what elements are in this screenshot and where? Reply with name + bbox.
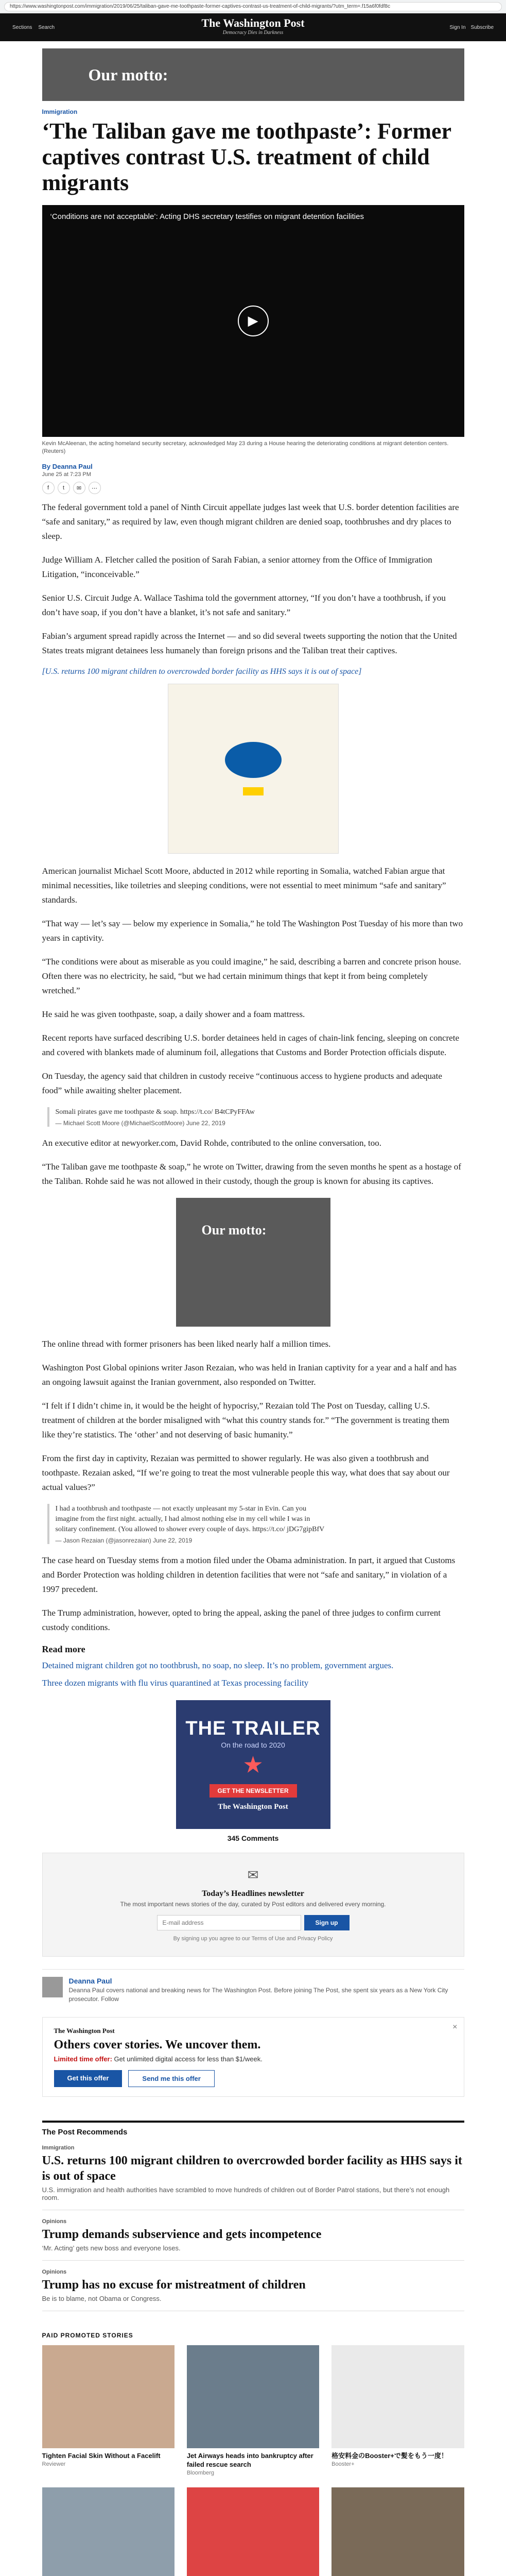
paragraph: On Tuesday, the agency said that children in custody receive “continuous access to hygiene products and adequate food” while awaiting shelter placement. — [42, 1071, 442, 1095]
comments-button[interactable]: 345 Comments — [227, 1834, 279, 1842]
related-link[interactable]: [U.S. returns 100 migrant children to overcrowded border facility as HHS says it is out of space] — [42, 667, 362, 676]
offer-logo: The Washington Post — [54, 2027, 115, 2035]
paragraph: Recent reports have surfaced describing U.S. border detainees held in cages of chain-link fencing, sleeping on concrete and covered with blankets made of aluminum foil, allegations that Customs and Border Protection officials dispute. — [42, 1033, 459, 1057]
twitter-icon[interactable]: t — [58, 482, 70, 494]
recommends-heading: The Post Recommends — [42, 2121, 464, 2137]
rec-title[interactable]: U.S. returns 100 migrant children to overcrowded border facility as HHS says it is out of space — [42, 2154, 462, 2183]
sign-in-link[interactable]: Sign In — [449, 24, 466, 30]
search-link[interactable]: Search — [38, 24, 55, 30]
rec-desc: ‘Mr. Acting’ gets new boss and everyone loses. — [42, 2244, 181, 2252]
promo-image — [187, 2487, 319, 2576]
more-icon[interactable]: ⋯ — [89, 482, 101, 494]
inline-ad-pfizer[interactable] — [168, 684, 339, 854]
url-bar[interactable]: https://www.washingtonpost.com/immigration/2019/06/25/taliban-gave-me-toothpaste-former-captives-contrast-us-treatment-of-child-migrants/?utm_term=.f15a6f0fdf8c — [4, 2, 502, 11]
promo-image — [331, 2345, 464, 2448]
article-headline: ‘The Taliban gave me toothpaste’: Former captives contrast U.S. treatment of child migrants — [42, 118, 451, 195]
paragraph: Judge William A. Fletcher called the position of Sarah Fabian, a senior attorney from the Office of Immigration Litigation, “inconceivable.” — [42, 555, 432, 579]
author-box — [42, 1969, 464, 2004]
rec-desc: U.S. immigration and health authorities have scrambled to move hundreds of children out of Border Patrol stations, but there’s not enough room. — [42, 2186, 450, 2201]
facebook-icon[interactable]: f — [42, 482, 55, 494]
rec-title[interactable]: Trump has no excuse for mistreatment of children — [42, 2278, 306, 2292]
site-logo[interactable]: The Washington Post — [201, 16, 305, 29]
close-icon[interactable]: × — [452, 2023, 458, 2031]
promo-card[interactable] — [331, 2345, 464, 2476]
promo-image — [42, 2345, 175, 2448]
paragraph: The case heard on Tuesday stems from a motion filed under the Obama administration. In part, it argued that Customs and Border Protection was holding children in detention facilities that were not “safe and sanitary,” in violation of a 1997 precedent. — [42, 1555, 456, 1594]
email-icon[interactable]: ✉ — [73, 482, 85, 494]
paragraph: The federal government told a panel of Ninth Circuit appellate judges last week that U.S. border detention facilities are “safe and sanitary,” as required by law, even though migrant children are denied soap, toothbrushes and dry places to sleep. — [42, 502, 459, 541]
author-bio: Deanna Paul covers national and breaking news for The Washington Post. Before joining The Post, she spent six years as a New York City prosecutor. Follow — [68, 1987, 448, 2003]
paragraph: From the first day in captivity, Rezaian was permitted to shower regularly. He was also given a toothbrush and toothpaste. Rezaian asked, “If we’re going to treat the most vulnerable people this way, what does that say about our actual values?” — [42, 1453, 450, 1492]
play-icon[interactable]: ▶ — [238, 306, 269, 336]
read-more-link[interactable]: Three dozen migrants with flu virus quarantined at Texas processing facility — [42, 1678, 309, 1688]
promo-source: Bloomberg — [186, 2470, 215, 2476]
newsletter-desc: The most important news stories of the day, curated by Post editors and delivered every morning. — [120, 1901, 386, 1908]
paragraph: An executive editor at newyorker.com, David Rohde, contributed to the online conversation, too. — [42, 1138, 382, 1148]
offer-desc-text: Get unlimited digital access for less than $1/week. — [114, 2055, 263, 2063]
video-title: ‘Conditions are not acceptable’: Acting DHS secretary testifies on migrant detention facilities — [50, 212, 364, 221]
share-bar — [42, 482, 464, 494]
offer-limited: Limited time offer: — [54, 2055, 112, 2063]
promo-caption[interactable]: 格安料金のBooster+で髪をもう一度！ — [331, 2452, 448, 2460]
promoted-grid — [42, 2345, 464, 2576]
tweet-meta: — Jason Rezaian (@jasonrezaian) June 22, 2019 — [55, 1537, 193, 1544]
send-offer-button[interactable]: Send me this offer — [128, 2070, 214, 2087]
inline-ad-motto[interactable] — [176, 1198, 330, 1327]
site-header — [0, 13, 506, 41]
related-link-block — [42, 667, 464, 676]
trailer-subtitle: On the road to 2020 — [221, 1741, 285, 1749]
promo-caption[interactable]: Jet Airways heads into bankruptcy after failed rescue search — [186, 2452, 313, 2468]
video-player[interactable] — [42, 205, 464, 437]
subscribe-link[interactable]: Subscribe — [470, 24, 494, 30]
read-more-heading: Read more — [42, 1644, 85, 1654]
newsletter-note: By signing up you agree to our Terms of Use and Privacy Policy — [173, 1936, 333, 1942]
paragraph: “The Taliban gave me toothpaste & soap,” he wrote on Twitter, drawing from the seven months he spent as a hostage of the Taliban. Rohde said he was not allowed in their custody, though the group is known for abusing its captives. — [42, 1162, 461, 1186]
tweet-meta: — Michael Scott Moore (@MichaelScottMoore) June 22, 2019 — [55, 1120, 225, 1127]
top-ad-text: Our motto: — [88, 65, 168, 84]
site-tagline: Democracy Dies in Darkness — [222, 30, 284, 36]
promo-card[interactable] — [187, 2345, 319, 2476]
dateline: June 25 at 7:23 PM — [42, 471, 91, 478]
offer-headline: Others cover stories. We uncover them. — [54, 2038, 261, 2052]
sections-menu[interactable]: Sections — [12, 24, 32, 30]
list-item[interactable] — [42, 2210, 464, 2261]
main-container — [42, 48, 464, 2576]
paragraph: Washington Post Global opinions writer Jason Rezaian, who was held in Iranian captivity for a year and a half and has an ongoing lawsuit against the Iranian government, also responded on Twitter. — [42, 1363, 457, 1387]
top-ad-banner[interactable] — [42, 48, 464, 101]
pfizer-logo-icon — [225, 742, 282, 778]
paragraph: “The conditions were about as miserable as you could imagine,” he said, describing a barren and concrete prison house. Often there was no electricity, he said, “but we had certain minimum things that kept it from being completely wretched.” — [42, 957, 461, 995]
subscription-offer — [42, 2017, 464, 2097]
promo-image — [331, 2487, 464, 2576]
paragraph: Senior U.S. Circuit Judge A. Wallace Tashima told the government attorney, “If you don’t have a toothbrush, if you don’t have soap, if you don’t have a blanket, it’s not safe and sanitary.” — [42, 593, 446, 617]
logo-wrap — [0, 16, 506, 36]
trailer-2020-icon: ★ — [243, 1754, 263, 1776]
tweet-text: Somali pirates gave me toothpaste & soap. https://t.co/ B4tCPyFFAw — [55, 1108, 255, 1116]
list-item[interactable] — [42, 2137, 464, 2210]
rec-kicker: Immigration — [42, 2145, 75, 2151]
rec-kicker: Opinions — [42, 2269, 67, 2275]
inline-ad-text: Our motto: — [201, 1223, 267, 1238]
promoted-heading: PAID PROMOTED STORIES — [42, 2332, 133, 2339]
offer-actions — [54, 2070, 452, 2087]
newsletter-title: Today’s Headlines newsletter — [202, 1889, 304, 1898]
author-name[interactable]: Deanna Paul — [68, 1977, 112, 1985]
article-kicker[interactable]: Immigration — [42, 108, 78, 115]
envelope-icon: ✉ — [247, 1868, 259, 1883]
promo-source: Reviewer — [42, 2461, 66, 2467]
read-more-link[interactable]: Detained migrant children got no toothbrush, no soap, no sleep. It’s no problem, government argues. — [42, 1660, 394, 1670]
rec-title[interactable]: Trump demands subservience and gets incompetence — [42, 2228, 322, 2241]
paragraph: “I felt if I didn’t chime in, it would be the height of hypocrisy,” Rezaian told The Post on Tuesday, calling U.S. treatment of children at the border misaligned with “what this country stands for.” “The government is treating them like they’re statistics. The ‘other’ and not deserving of basic humanity.” — [42, 1401, 449, 1439]
offer-desc — [54, 2055, 452, 2063]
list-item[interactable] — [42, 2261, 464, 2311]
paragraph: Fabian’s argument spread rapidly across the Internet — and so did several tweets supporting the notion that the United States treats migrant detainees less humanely than foreign prisons and the Taliban treat their captives. — [42, 631, 457, 655]
paragraph: “That way — let’s say — below my experience in Somalia,” he told The Washington Post Tuesday of his more than two years in captivity. — [42, 919, 463, 943]
promo-image — [42, 2487, 175, 2576]
promo-card[interactable] — [331, 2487, 464, 2576]
promo-caption[interactable]: Tighten Facial Skin Without a Facelift — [42, 2452, 161, 2460]
promo-card[interactable] — [42, 2345, 175, 2476]
tweet-embed-moore[interactable] — [47, 1107, 325, 1127]
header-right — [449, 25, 494, 30]
promo-image — [187, 2345, 319, 2448]
get-offer-button[interactable]: Get this offer — [54, 2070, 123, 2087]
sign-up-button[interactable]: Sign up — [304, 1915, 350, 1930]
newsletter-form — [53, 1915, 453, 1930]
browser-chrome — [0, 0, 506, 13]
trailer-title: THE TRAILER — [185, 1718, 321, 1739]
tweet-text: I had a toothbrush and toothpaste — not exactly unpleasant my 5-star in Evin. Can you imagine from the first night. actually, I had almost nothing else in my cell while I was in solitary confinement. (You allowed to shower every couple of days. https://t.co/ jDG7gipBfV — [55, 1505, 325, 1533]
promo-source: Booster+ — [331, 2461, 355, 2467]
paragraph: He said he was given toothpaste, soap, a daily shower and a foam mattress. — [42, 1009, 305, 1019]
trailer-newsletter-ad[interactable] — [176, 1700, 330, 1829]
paragraph: The Trump administration, however, opted to bring the appeal, asking the panel of three judges to confirm current custody conditions. — [42, 1608, 441, 1632]
ad-product-icon — [243, 787, 264, 795]
tweet-embed-rezaian[interactable] — [47, 1504, 325, 1544]
newsletter-signup — [42, 1853, 464, 1957]
promo-card[interactable] — [42, 2487, 175, 2576]
trailer-brand: The Washington Post — [218, 1803, 288, 1811]
byline[interactable]: By Deanna Paul — [42, 463, 93, 470]
rec-kicker: Opinions — [42, 2218, 67, 2225]
paragraph: The online thread with former prisoners has been liked nearly half a million times. — [42, 1339, 331, 1349]
trailer-cta-button[interactable]: GET THE NEWSLETTER — [210, 1784, 297, 1798]
promo-card[interactable] — [187, 2487, 319, 2576]
email-field[interactable] — [157, 1915, 301, 1930]
paragraph: American journalist Michael Scott Moore, abducted in 2012 while reporting in Somalia, watched Fabian argue that minimal necessities, like toiletries and sleeping conditions, were not essential to meet minimum “safe and sanitary” standards. — [42, 866, 446, 905]
rec-desc: Be is to blame, not Obama or Congress. — [42, 2295, 162, 2302]
article-body — [42, 500, 464, 1690]
video-caption: Kevin McAleenan, the acting homeland security secretary, acknowledged May 23 during a House hearing the deteriorating conditions at migrant detention centers. (Reuters) — [42, 440, 449, 454]
avatar — [42, 1977, 63, 1997]
